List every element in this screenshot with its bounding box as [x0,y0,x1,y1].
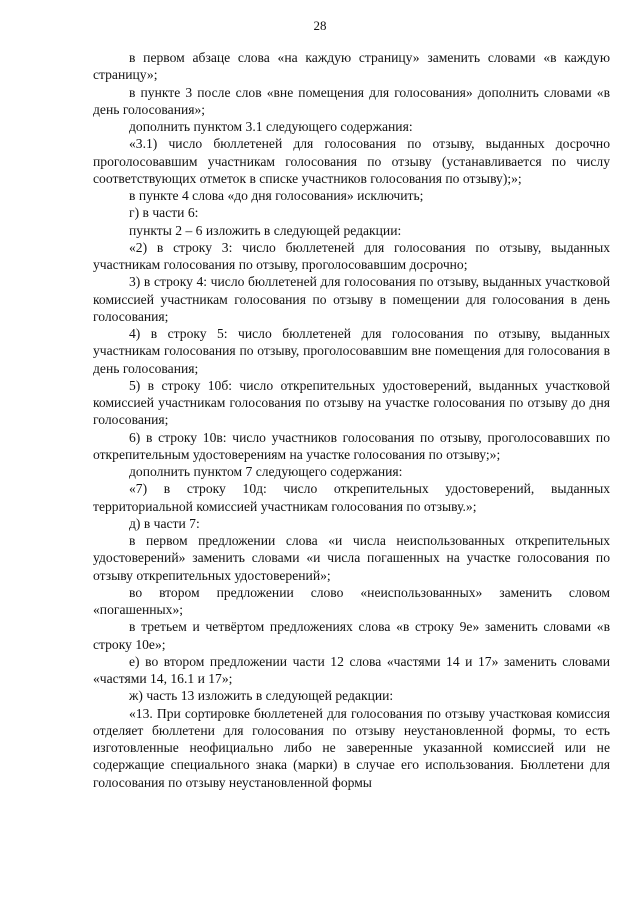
paragraph: дополнить пунктом 7 следующего содержания: [129,464,403,479]
paragraph: е) во втором предложении части 12 слова «частями 14 и 17» заменить словами «частями 14, 16.1 и 17»; [93,653,610,686]
paragraph: «2) в строку 3: число бюллетеней для голосования по отзыву, выданных участникам голосования по отзыву, проголосовавшим досрочно; [93,239,610,272]
paragraph: пункты 2 – 6 изложить в следующей редакции: [129,222,402,238]
paragraph: г) в части 6: [129,205,199,221]
paragraph: д) в части 7: [129,515,200,531]
paragraph: «7) в строку 10д: число открепительных удостоверений, выданных территориальной комиссией участникам голосования по отзыву.»; [93,481,610,514]
paragraph: «13. При сортировке бюллетеней для голосования по отзыву участковая комиссия отделяет бюллетени для голосования по отзыву неустановленной формы, то есть изготовленные неофициально либо не заверенные указанной комиссией или не содержащие специального знака (марки) в случае его использования. Бюллетени для голосования по отзыву неустановленной формы [93,705,610,790]
paragraph: «3.1) число бюллетеней для голосования по отзыву, выданных досрочно проголосовавшим участникам голосования по отзыву (устанавливается по числу соответствующих отметок в списке участников голосования по отзыву);»; [93,136,610,186]
page-number: 28 [313,18,327,33]
paragraph: 3) в строку 4: число бюллетеней для голосования по отзыву, выданных участковой комиссией участникам голосования по отзыву в помещении для голосования в день голосования; [93,274,610,324]
paragraph: 6) в строку 10в: число участников голосования по отзыву, проголосовавших по открепительным удостоверениям на участке голосования по отзыву;»; [93,429,610,462]
paragraph: ж) часть 13 изложить в следующей редакции: [129,688,394,704]
paragraph: в первом предложении слова «и числа неиспользованных открепительных удостоверений» заменить словами «и числа погашенных на участке голосования по отзыву открепительных удостоверений»; [93,533,610,583]
paragraph: в пункте 4 слова «до дня голосования» исключить; [129,188,424,203]
document-body [93,49,610,791]
paragraph: 5) в строку 10б: число открепительных удостоверений, выданных участковой комиссией участникам голосования по отзыву на участке голосования по отзыву до дня голосования; [93,377,610,428]
paragraph: дополнить пунктом 3.1 следующего содержания: [129,119,413,134]
paragraph: в первом абзаце слова «на каждую страницу» заменить словами «в каждую страницу»; [93,50,610,83]
paragraph: в пункте 3 после слов «вне помещения для голосования» дополнить словами «в день голосования»; [93,84,610,117]
paragraph: 4) в строку 5: число бюллетеней для голосования по отзыву, выданных участникам голосования по отзыву, проголосовавшим вне помещения для голосования в день голосования; [93,326,610,376]
paragraph: в третьем и четвёртом предложениях слова «в строку 9е» заменить словами «в строку 10е»; [93,619,610,652]
paragraph: во втором предложении слово «неиспользованных» заменить словом «погашенных»; [93,584,610,617]
